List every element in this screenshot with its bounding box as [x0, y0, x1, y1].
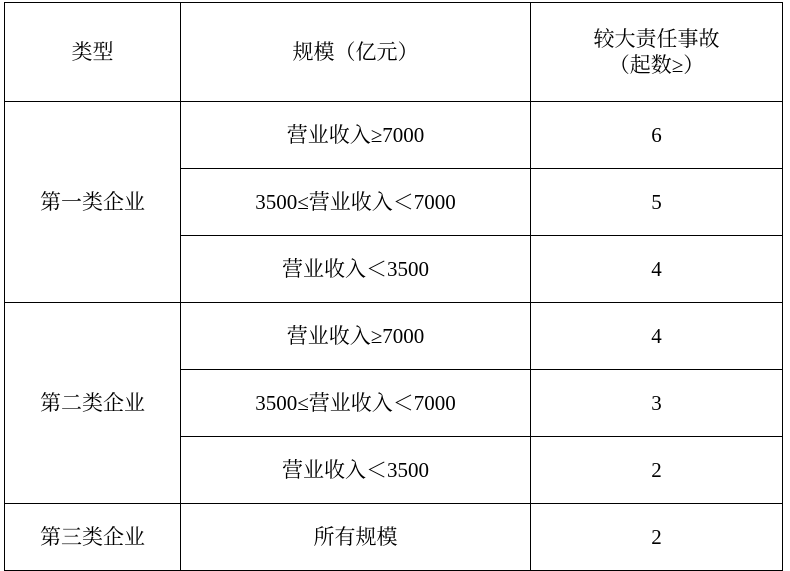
column-header-accident-count [531, 3, 783, 102]
type-cell-group-2: 第二类企业 [5, 303, 181, 504]
table-body [5, 102, 783, 571]
column-header-accident-count-line2: （起数≥） [608, 53, 705, 77]
column-header-type: 类型 [5, 3, 181, 102]
column-header-scale: 规模（亿元） [181, 3, 531, 102]
table-row [5, 303, 783, 370]
scale-cell: 所有规模 [181, 504, 531, 571]
column-header-accident-count-line1: 较大责任事故 [593, 26, 720, 51]
count-cell: 3 [531, 370, 783, 437]
table-header [5, 3, 783, 102]
scale-cell: 3500≤营业收入＜7000 [181, 370, 531, 437]
scale-cell: 营业收入＜3500 [181, 236, 531, 303]
scale-cell: 营业收入≥7000 [181, 102, 531, 169]
enterprise-accident-threshold-table [4, 2, 783, 571]
scale-cell: 营业收入≥7000 [181, 303, 531, 370]
type-cell-group-3: 第三类企业 [5, 504, 181, 571]
scale-cell: 营业收入＜3500 [181, 437, 531, 504]
count-cell: 6 [531, 102, 783, 169]
count-cell: 5 [531, 169, 783, 236]
table-row [5, 102, 783, 169]
count-cell: 4 [531, 236, 783, 303]
count-cell: 2 [531, 504, 783, 571]
table-row [5, 504, 783, 571]
type-cell-group-1: 第一类企业 [5, 102, 181, 303]
count-cell: 4 [531, 303, 783, 370]
table-header-row [5, 3, 783, 102]
scale-cell: 3500≤营业收入＜7000 [181, 169, 531, 236]
document-page [0, 2, 790, 549]
count-cell: 2 [531, 437, 783, 504]
